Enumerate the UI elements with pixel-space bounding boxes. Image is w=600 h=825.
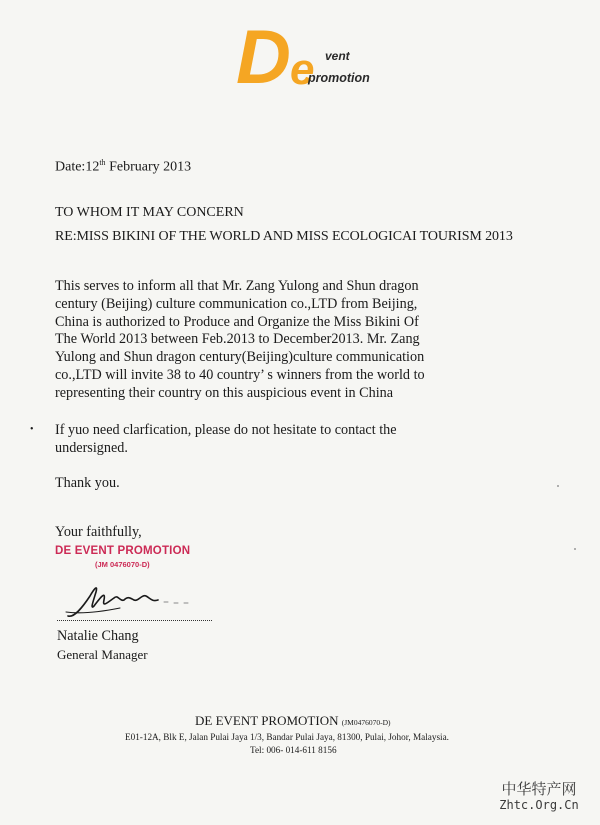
footer-company: DE EVENT PROMOTION (JM0476070-D) <box>195 713 391 728</box>
logo-text-vent: vent <box>325 49 350 63</box>
body-line: representing their country on this auspicious event in China <box>55 384 394 401</box>
contact-line: If yuo need clarfication, please do not hesitate to contact the <box>55 422 397 438</box>
signer-title: General Manager <box>57 647 148 662</box>
company-logo <box>236 15 386 102</box>
paper-speck <box>574 548 576 550</box>
subject-line: RE:MISS BIKINI OF THE WORLD AND MISS ECOLOGICAI TOURISM 2013 <box>55 229 513 244</box>
closing-line: Your faithfully, <box>55 524 142 540</box>
site-watermark <box>484 781 594 812</box>
logo-letter-d: D <box>236 15 285 100</box>
logo-letter-e: e <box>290 45 315 94</box>
body-paragraph <box>55 278 505 403</box>
bullet-dot: • <box>30 424 34 435</box>
footer-telephone: Tel: 006- 014-611 8156 <box>250 745 337 755</box>
body-line: This serves to inform all that Mr. Zang Yulong and Shun dragon <box>55 278 419 294</box>
contact-paragraph <box>55 422 505 458</box>
signer-name: Natalie Chang <box>57 628 139 644</box>
body-line: Yulong and Shun dragon century(Beijing)culture communication <box>55 349 425 366</box>
body-line: co.,LTD will invite 38 to 40 country’ s winners from the world to <box>55 366 425 383</box>
salutation: TO WHOM IT MAY CONCERN <box>55 205 244 220</box>
handwritten-signature <box>60 572 210 622</box>
company-stamp: DE EVENT PROMOTION <box>55 545 191 557</box>
body-line: century (Beijing) culture communication co.,LTD from Beijing, <box>55 295 418 312</box>
paper-speck <box>557 485 559 487</box>
footer-address: E01-12A, Blk E, Jalan Pulai Jaya 1/3, Bandar Pulai Jaya, 81300, Pulai, Johor, Malaysia. <box>125 732 449 742</box>
logo-text-promotion: promotion <box>308 71 370 85</box>
letter-date: Date:12th February 2013 <box>55 158 192 175</box>
contact-line: undersigned. <box>55 439 128 456</box>
body-line: China is authorized to Produce and Organize the Miss Bikini Of <box>55 313 419 330</box>
stamp-registration: (JM 0476070-D) <box>95 560 150 569</box>
thanks-line: Thank you. <box>55 475 120 491</box>
watermark-chinese: 中华特产网 <box>501 780 577 798</box>
watermark-url: Zhtc.Org.Cn <box>499 798 579 812</box>
signature-line <box>57 620 212 621</box>
body-line: The World 2013 between Feb.2013 to December2013. Mr. Zang <box>55 331 420 348</box>
